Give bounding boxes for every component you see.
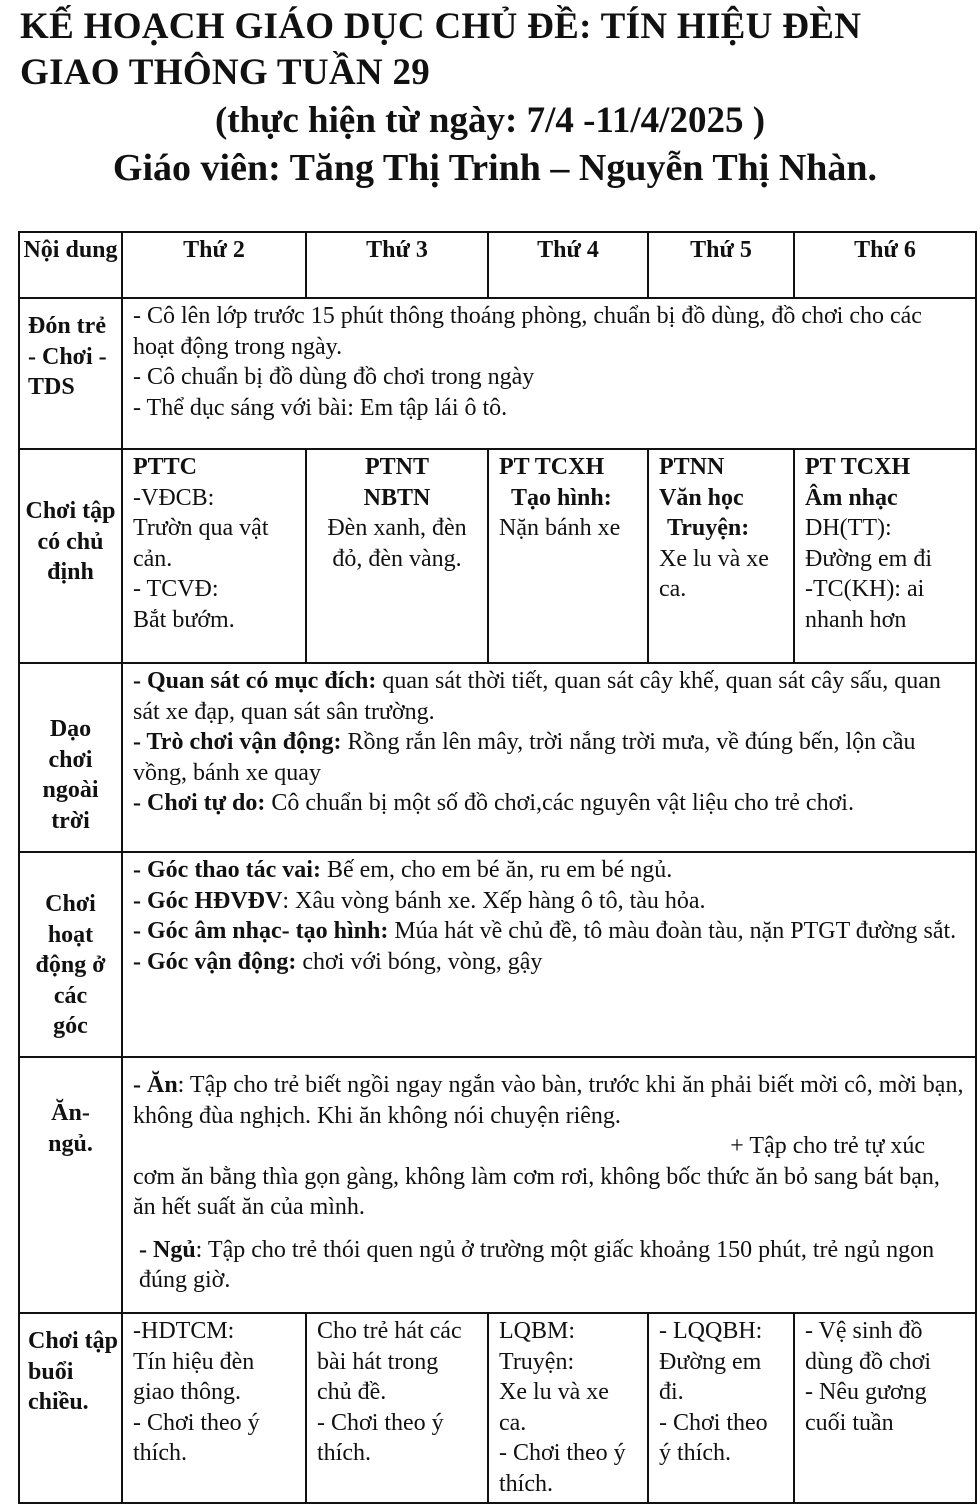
activity-line: - Chơi theo ý thích. (133, 1409, 260, 1466)
row-choi-tap (19, 449, 976, 663)
row-label-dao-choi: Dạo chơi ngoài trời (19, 663, 122, 852)
activity-line: Nặn bánh xe (499, 515, 621, 541)
subject-label: PT TCXH (805, 454, 911, 480)
row-label-an-ngu: Ăn- ngủ. (19, 1057, 122, 1313)
col-header-noi-dung: Nội dung (19, 232, 122, 298)
subject-label: PT TCXH (499, 454, 605, 480)
activity-type: Truyện: (667, 515, 750, 541)
row-choi-goc (19, 852, 976, 1057)
an-extra-text: cơm ăn bằng thìa gọn gàng, không làm cơm rơi, không bốc thức ăn bỏ sang bát bạn, ăn hết suất ăn của mình. (133, 1163, 940, 1220)
choi-goc-item (133, 855, 965, 886)
weekly-plan-table (18, 231, 977, 1504)
header-row (19, 232, 976, 298)
activity-line: Xe lu và xe ca. (499, 1379, 609, 1436)
date-range: (thực hiện từ ngày: 7/4 -11/4/2025 ) (214, 100, 766, 141)
activity-line: - Chơi theo ý thích. (659, 1409, 768, 1466)
chieu-thu-2 (122, 1313, 306, 1503)
item-text: Cô chuẩn bị một số đồ chơi,các nguyên vật liệu cho trẻ chơi. (265, 790, 854, 816)
activity-line: - TCVĐ: (133, 576, 219, 602)
item-text: chơi với bóng, vòng, gậy (296, 948, 543, 975)
don-tre-line: - Cô lên lớp trước 15 phút thông thoáng phòng, chuẩn bị đồ dùng, đồ chơi cho các hoạt động trong ngày. (133, 303, 922, 360)
col-header-thu-6: Thứ 6 (794, 232, 976, 298)
activity-line: -VĐCB: (133, 484, 215, 511)
activity-line: Xe lu và xe ca. (659, 545, 769, 602)
activity-type: Âm nhạc (805, 484, 898, 511)
item-text: Múa hát về chủ đề, tô màu đoàn tàu, nặn PTGT đường sắt. (388, 918, 957, 944)
chieu-thu-3 (306, 1313, 488, 1503)
row-label-chieu: Chơi tập buổi chiều. (19, 1313, 122, 1503)
activity-line: Truyện: (499, 1348, 575, 1375)
item-text: : Xâu vòng bánh xe. Xếp hàng ô tô, tàu hỏa. (282, 887, 706, 914)
row-chieu (19, 1313, 976, 1503)
activity-line: Đường em đi. (659, 1348, 762, 1405)
activity-line: - Nêu gương cuối tuần (805, 1379, 927, 1436)
activity-line: LQBM: (499, 1318, 576, 1344)
item-heading: - Chơi tự do: (133, 790, 266, 816)
activity-line: Bắt bướm. (133, 606, 235, 633)
item-heading: - Góc thao tác vai: (133, 857, 321, 883)
item-heading: - Trò chơi vận động: (133, 729, 342, 755)
activity-line: - LQQBH: (659, 1318, 763, 1344)
an-ngu-content (122, 1057, 976, 1313)
item-text: Rồng rắn lên mây, trời nắng trời mưa, về đúng bến, lộn cầu vồng, bánh xe quay (133, 729, 916, 786)
row-dao-choi (19, 663, 976, 852)
an-extra-heading: + Tập cho trẻ tự xúc (730, 1133, 925, 1159)
choi-tap-thu-3 (306, 449, 488, 663)
activity-type: Tạo hình: (511, 484, 612, 511)
activity-line: Tín hiệu đèn giao thông. (133, 1348, 255, 1405)
activity-type: NBTN (363, 484, 431, 511)
choi-tap-thu-2 (122, 449, 306, 663)
row-label-choi-tap: Chơi tập có chủ định (19, 449, 122, 663)
item-text: : Tập cho trẻ thói quen ngủ ở trường một giấc khoảng 150 phút, trẻ ngủ ngon đúng giờ. (139, 1236, 935, 1293)
activity-line: - Vệ sinh đồ dùng đồ chơi (805, 1318, 932, 1375)
activity-line: -TC(KH): ai nhanh hơn (805, 576, 925, 633)
row-don-tre (19, 298, 976, 449)
col-header-thu-4: Thứ 4 (488, 232, 648, 298)
item-heading: - Góc vận động: (133, 948, 297, 975)
chieu-thu-6 (794, 1313, 976, 1503)
choi-goc-item (133, 916, 965, 947)
subject-label: PTTC (133, 454, 198, 480)
item-heading: - Góc HĐVĐV (133, 887, 283, 914)
ngu-paragraph (133, 1235, 965, 1296)
dao-choi-content (122, 663, 976, 852)
choi-tap-thu-4 (488, 449, 648, 663)
chieu-thu-4 (488, 1313, 648, 1503)
activity-line: Đèn xanh, đèn đỏ, đèn vàng. (327, 515, 467, 572)
col-header-thu-2: Thứ 2 (122, 232, 306, 298)
don-tre-content (122, 298, 976, 449)
item-heading: - Ngủ (139, 1236, 196, 1263)
activity-line: DH(TT): (805, 515, 892, 541)
dao-choi-item (133, 788, 965, 819)
choi-goc-content (122, 852, 976, 1057)
activity-line: -HDTCM: (133, 1318, 235, 1344)
item-heading: - Quan sát có mục đích: (133, 668, 377, 694)
dao-choi-item (133, 727, 965, 788)
row-label-don-tre: Đón trẻ - Chơi - TDS (19, 298, 122, 449)
choi-goc-item (133, 886, 965, 917)
row-label-choi-goc: Chơi hoạt động ở các góc (19, 852, 122, 1057)
activity-line: Trườn qua vật cản. (133, 515, 269, 572)
choi-goc-item (133, 947, 965, 978)
don-tre-line: - Cô chuẩn bị đồ dùng đồ chơi trong ngày (133, 364, 535, 390)
col-header-thu-3: Thứ 3 (306, 232, 488, 298)
item-heading: - Ăn (133, 1072, 178, 1098)
dao-choi-item (133, 666, 965, 727)
item-text: Bế em, cho em bé ăn, ru em bé ngủ. (320, 857, 673, 883)
item-heading: - Góc âm nhạc- tạo hình: (133, 918, 389, 944)
activity-line: - Chơi theo ý thích. (499, 1440, 626, 1497)
item-text: quan sát thời tiết, quan sát cây khế, quan sát cây sấu, quan sát xe đạp, quan sát sân trường. (133, 668, 941, 725)
activity-type: Văn học (659, 484, 744, 511)
subject-label: PTNT (364, 454, 429, 480)
col-header-thu-5: Thứ 5 (648, 232, 794, 298)
item-text: : Tập cho trẻ biết ngồi ngay ngắn vào bàn, trước khi ăn phải biết mời cô, mời bạn, không đùa nghịch. Khi ăn không nói chuyện riêng. (133, 1072, 964, 1129)
activity-line: - Chơi theo ý thích. (317, 1409, 444, 1466)
row-an-ngu (19, 1057, 976, 1313)
chieu-thu-5 (648, 1313, 794, 1503)
choi-tap-thu-6 (794, 449, 976, 663)
choi-tap-thu-5 (648, 449, 794, 663)
subject-label: PTNN (659, 454, 725, 480)
title-line-2: GIAO THÔNG TUẦN 29 (20, 52, 431, 93)
an-paragraph (133, 1070, 965, 1131)
teacher-names: Giáo viên: Tăng Thị Trinh – Nguyễn Thị Nhàn. (112, 147, 878, 189)
activity-line: Đường em đi (805, 545, 933, 572)
activity-line: Cho trẻ hát các bài hát trong chủ đề. (317, 1318, 462, 1405)
title-line-1: KẾ HOẠCH GIÁO DỤC CHỦ ĐỀ: TÍN HIỆU ĐÈN (20, 6, 862, 47)
don-tre-line: - Thể dục sáng với bài: Em tập lái ô tô. (133, 394, 508, 421)
